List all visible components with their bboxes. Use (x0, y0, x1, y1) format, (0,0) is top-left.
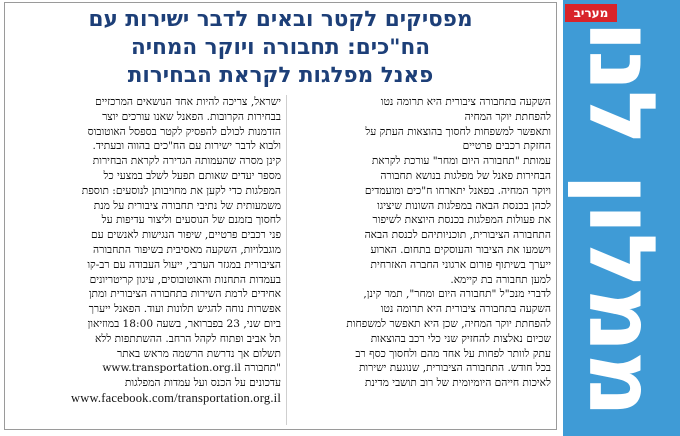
text-line: אפשרות נוחה להגיש תלונות ועוד. הפאנל ייערך (88, 303, 281, 316)
text-line: בבחירות הקרובות. הפאנל שאנו עורכים יוצר (102, 110, 281, 123)
text-line: למען תחבורה בת קיימא. (450, 273, 551, 286)
text-line: השקעה בתחבורה ציבורית היא תרומה נטו (380, 303, 551, 316)
text-line: בכל חודש. התחבורה הציבורית, שנוגעת ישירות (358, 362, 551, 375)
text-line: פני רכבים פרטיים, שיפור הנגישות לאנשים עם (90, 229, 281, 242)
text-line: מספר יעדים שאותם תפעל לשלב במצעי כל (103, 169, 281, 182)
facebook-url: www.facebook.com/transportation.org.il (71, 390, 281, 405)
text-line: ולבוא לדבר ישירות עם הח"כים בהווה ובעתיד. (92, 140, 281, 153)
headline-line-1: מפסיקים לקטר ובאים לדבר ישירות עם (88, 7, 473, 32)
text-line: עתק לוותר לפחות על אחד מהם ולחסוך כסף רב (355, 347, 551, 360)
text-line: עמותת "תחבורה היום ומחר" עורכת לקראת (371, 155, 551, 168)
text-line: התחבורה הציבורית, תוכניותיהם לכנסת הבאה (364, 229, 551, 242)
text-line: לדברי מנכ"ל "תחבורה היום ומחר", תמר קינן, (363, 288, 551, 301)
text-line: הציבורית במגזר הערבי, ייעול העבודה עם רב-קו (87, 258, 281, 271)
text-line: תשלום אך נדרשת הרשמה מראש באתר (117, 347, 281, 360)
text-line: החזקת רכבים פרטיים (462, 140, 551, 153)
text-line: המפלגות כדי לקען את מחויבותן לנוסעים: תוספת (81, 184, 281, 197)
article-headline (5, 3, 556, 91)
text-line: תל אביב ופתוח לקהל הרחב. ההשתתפות ללא (95, 332, 281, 345)
text-line: "תחבורה www.transportation.org.il (102, 362, 281, 375)
text-line: ייערך בשיתוף פורום ארגוני החברה האזרחית (370, 258, 551, 271)
text-line: ויוקר המחיה. בפאנל יתארחו ח"כים ומועמדים (364, 184, 551, 197)
text-line: את פעולות המפלגות בכנסת היוצאת לשיפור (372, 214, 551, 227)
text-line: אחידים לרמת השירות בתחבורה הציבורית ומתן (88, 288, 281, 301)
section-masthead (563, 0, 680, 436)
text-line: הזדמנות לכולם להפסיק לקטר בספסל האוטובוס (87, 125, 281, 138)
text-line: ביום שני, 23 בפברואר, בשעה 18:00 במוזיאון (87, 317, 281, 330)
text-line: בעמדות התחנות והאוטובוסים, עיגון קריטריונים (89, 273, 281, 286)
text-line: לאיכות חייהם היומיומית של רוב תושבי מדינת (364, 377, 551, 390)
text-line: להפחתת יוקר המחיה, שכן היא תאפשר למשפחות (346, 317, 551, 330)
column-divider (286, 95, 287, 425)
text-line: מוגבלויות, השקעה מאסיבית בשיפור התחבורה (93, 243, 281, 256)
text-line: משמעותית של נתיבי תחבורה ציבורית על מנת (93, 199, 281, 212)
text-line: ישראל, צריכה להיות אחד הנושאים המרכזיים (95, 96, 281, 108)
text-line: שכיום נאלצות להחזיק שני כלי רכב בהוצאות (370, 332, 551, 345)
newspaper-clipping (4, 2, 557, 430)
text-line: קינן מסרה שהעמותה הגדירה לקראת הבחירות (92, 155, 281, 168)
maariv-logo: מעריב (565, 4, 617, 22)
text-line: השקעה בתחבורה ציבורית היא תרומה נטו (380, 96, 551, 108)
text-line: ותאפשר למשפחות לחסוך בהוצאות העתק על (365, 125, 551, 138)
headline-line-3: פאנל מפלגות לקראת הבחירות (127, 63, 434, 88)
text-line: וישמעו את הציבור והעוסקים בתחום. הארוע (370, 243, 551, 256)
section-title: ממלון לנו (568, 20, 675, 416)
article-column-left (15, 95, 281, 406)
text-line: הבחירות פאנל של מפלגות בנושא תחבורה (380, 169, 551, 182)
text-line: לכהן בכנסת הבאה במפלגות השונות שיציגו (377, 199, 551, 212)
headline-line-2: הח"כים: תחבורה ויוקר המחיה (130, 35, 430, 60)
text-line: להפחתת יוקר המחיה (464, 110, 551, 123)
text-line: לחסוך בזמנם של הנוסעים וליצור עדיפות על (101, 214, 281, 227)
text-line: עדכונים על הכנס ועל עמדות המפלגות (124, 377, 281, 390)
article-column-right (293, 95, 551, 391)
